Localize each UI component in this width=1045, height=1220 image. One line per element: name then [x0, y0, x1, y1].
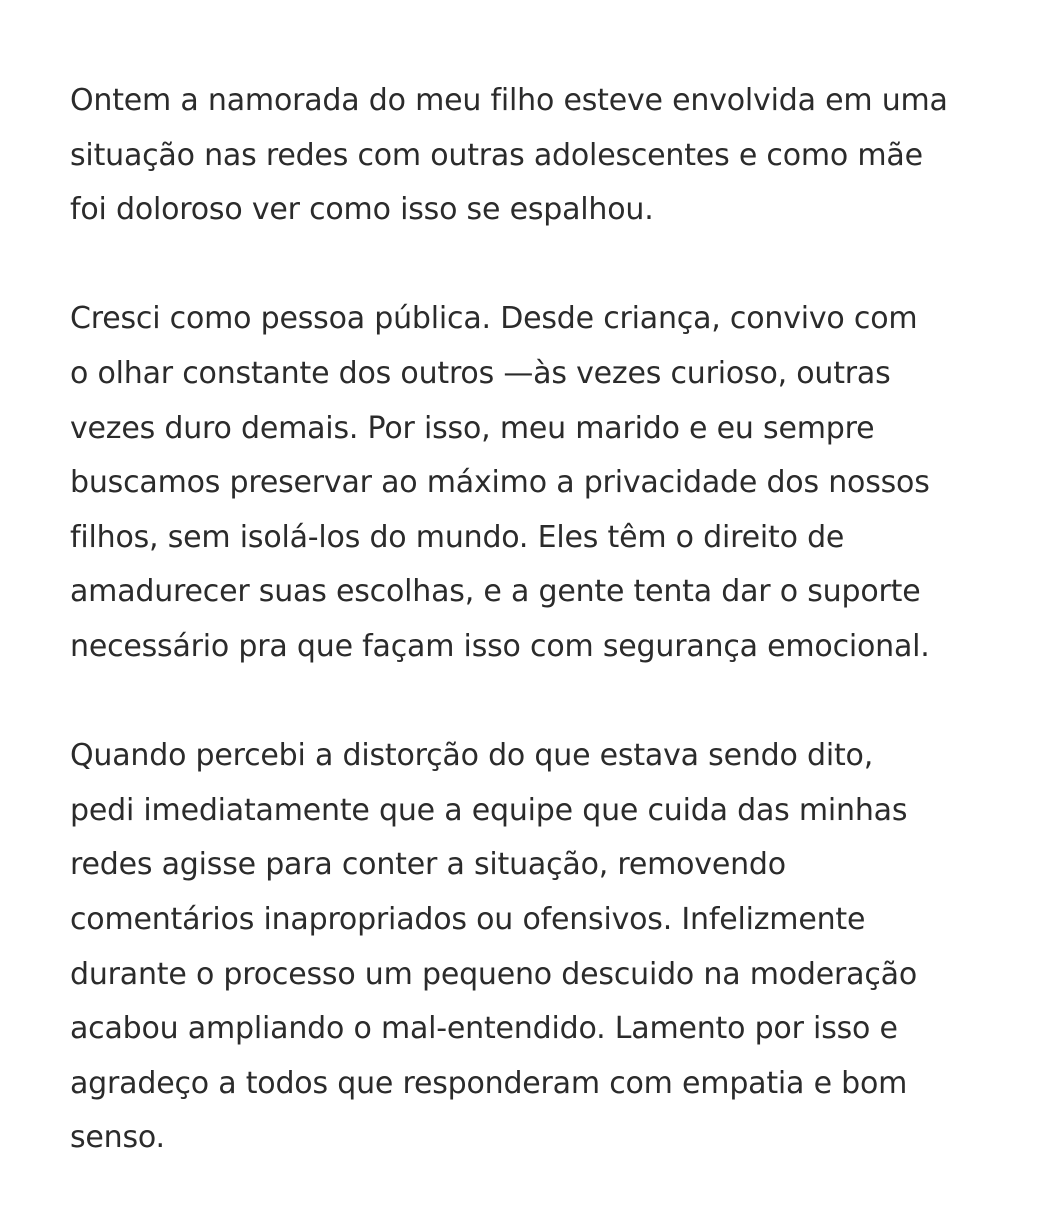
- text-line: comentários inapropriados ou ofensivos. Infelizmente: [70, 901, 866, 937]
- text-line: vezes duro demais. Por isso, meu marido e eu sempre: [70, 410, 875, 446]
- paragraph-2: [70, 292, 1000, 674]
- text-line: agradeço a todos que responderam com empatia e bom: [70, 1065, 908, 1101]
- text-line: buscamos preservar ao máximo a privacidade dos nossos: [70, 465, 930, 501]
- text-line: Quando percebi a distorção do que estava sendo dito,: [70, 738, 874, 774]
- text-line: durante o processo um pequeno descuido na moderação: [70, 956, 917, 992]
- text-line: filhos, sem isolá-los do mundo. Eles têm o direito de: [70, 519, 845, 555]
- text-line: amadurecer suas escolhas, e a gente tenta dar o suporte: [70, 574, 921, 610]
- text-line: redes agisse para conter a situação, removendo: [70, 847, 786, 883]
- text-line: Ontem a namorada do meu filho esteve envolvida em uma: [70, 83, 948, 118]
- text-line: senso.: [70, 1120, 165, 1156]
- paragraph-3: [70, 729, 1000, 1166]
- note-body: [70, 74, 1000, 1220]
- text-line: foi doloroso ver como isso se espalhou.: [70, 192, 654, 228]
- text-line: Cresci como pessoa pública. Desde criança, convivo com: [70, 301, 918, 337]
- text-line: pedi imediatamente que a equipe que cuida das minhas: [70, 792, 908, 828]
- text-line: acabou ampliando o mal-entendido. Lamento por isso e: [70, 1011, 898, 1047]
- text-line: o olhar constante dos outros —às vezes curioso, outras: [70, 355, 891, 391]
- text-line: necessário pra que façam isso com segurança emocional.: [70, 628, 930, 664]
- paragraph-1: [70, 74, 1000, 238]
- text-line: situação nas redes com outras adolescentes e como mãe: [70, 137, 923, 173]
